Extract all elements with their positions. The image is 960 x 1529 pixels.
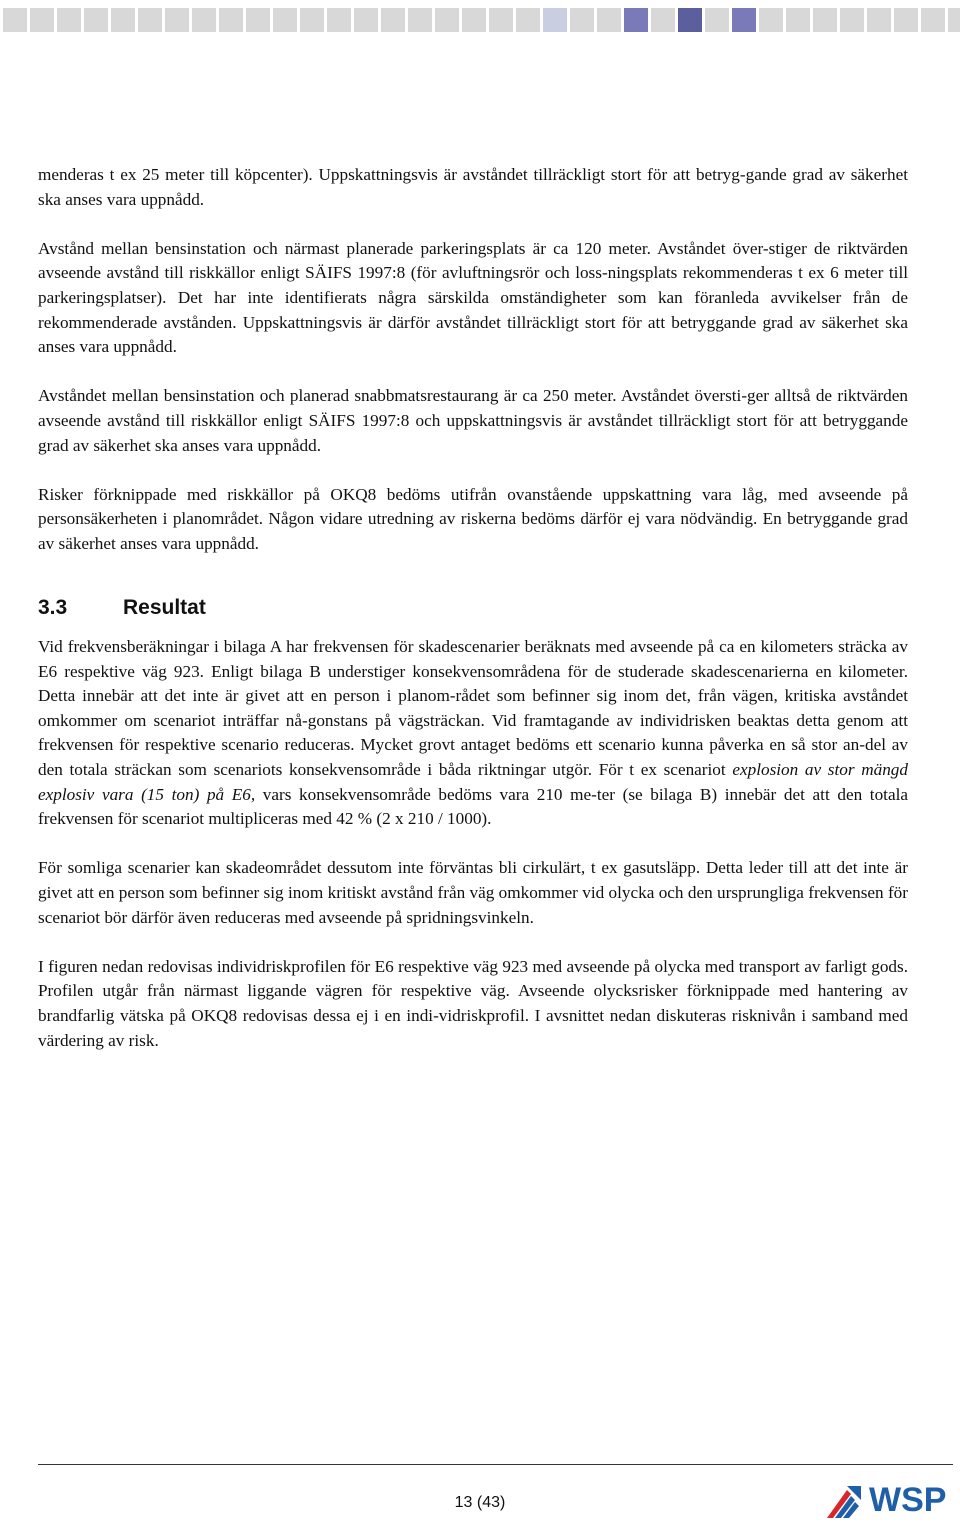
header-square — [759, 8, 783, 32]
header-square — [354, 8, 378, 32]
header-square — [381, 8, 405, 32]
paragraph: För somliga scenarier kan skadeområdet dessutom inte förväntas bli cirkulärt, t ex gasutsläpp. Detta leder till att det inte är givet att en person som befinner sig inom kritiskt avstånd från väg omkommer vid olycka och den ursprungliga frekvensen för scenariot bör därför även reduceras med avseende på spridningsvinkeln. — [38, 858, 908, 927]
header-square — [138, 8, 162, 32]
header-square — [192, 8, 216, 32]
header-square — [327, 8, 351, 32]
header-square — [246, 8, 270, 32]
section-title: Resultat — [123, 596, 206, 620]
header-square — [111, 8, 135, 32]
paragraph: Avstånd mellan bensinstation och närmast planerade parkeringsplats är ca 120 meter. Avståndet över-stiger de riktvärden avseende avstånd till riskkällor enligt SÄIFS 1997:8 (för avluftningsrör och loss-ningsplats rekommenderas t ex 6 meter till parkeringsplatser). Det har inte identifierats några särskilda omständigheter som kan föranleda avvikelser från de rekommenderade avstånden. Uppskattningsvis är därför avståndet tillräckligt stort för att betryggande grad av säkerhet ska anses vara uppnådd. — [38, 238, 908, 357]
header-square — [435, 8, 459, 32]
page-number: 13 (43) — [454, 1494, 506, 1511]
header-square — [948, 8, 960, 32]
paragraph: I figuren nedan redovisas individriskprofilen för E6 respektive väg 923 med avseende på olycka med transport av farligt gods. Profilen utgår från närmast liggande vägren för respektive väg. Avseende olycksrisker förknippade med hantering av brandfarlig vätska på OKQ8 redovisas dessa ej i en indi-vidriskprofil. I avsnittet nedan diskuteras risknivån i samband med värdering av risk. — [38, 956, 908, 1050]
document-body — [38, 163, 908, 1078]
wsp-logo — [825, 1478, 955, 1522]
header-square — [543, 8, 567, 32]
paragraph: menderas t ex 25 meter till köpcenter). Uppskattningsvis är avståndet tillräckligt stort för att betryg-gande grad av säkerhet ska anses vara uppnådd. — [38, 165, 908, 209]
header-square — [219, 8, 243, 32]
header-square — [651, 8, 675, 32]
header-square — [894, 8, 918, 32]
header-square — [462, 8, 486, 32]
paragraph-italic-text: explosion av stor mängd explosiv vara (15 ton) på E6 — [38, 760, 908, 804]
header-square — [408, 8, 432, 32]
header-square — [597, 8, 621, 32]
header-square — [84, 8, 108, 32]
header-square — [30, 8, 54, 32]
header-square — [300, 8, 324, 32]
paragraph: Risker förknippade med riskkällor på OKQ8 bedöms utifrån ovanstående uppskattning vara låg, med avseende på personsäkerheten i planområdet. Någon vidare utredning av riskerna bedöms därför ej vara nödvändig. En betryggande grad av säkerhet anses vara uppnådd. — [38, 484, 908, 553]
header-square — [786, 8, 810, 32]
header-band — [0, 0, 960, 40]
paragraph: Avståndet mellan bensinstation och planerad snabbmatsrestaurang är ca 250 meter. Avståndet översti-ger alltså de riktvärden avseende avstånd till riskkällor enligt SÄIFS 1997:8 och uppskattningsvis är avståndet tillräckligt stort för att betryggande grad av säkerhet ska anses vara uppnådd. — [38, 386, 908, 455]
footer-divider — [38, 1464, 953, 1465]
section-number: 3.3 — [38, 596, 68, 620]
header-square — [516, 8, 540, 32]
header-square — [624, 8, 648, 32]
header-square — [813, 8, 837, 32]
header-square — [165, 8, 189, 32]
header-square — [921, 8, 945, 32]
header-square — [273, 8, 297, 32]
header-square — [3, 8, 27, 32]
header-square — [840, 8, 864, 32]
wsp-logo-mark-icon — [825, 1480, 865, 1520]
header-square — [732, 8, 756, 32]
header-square — [489, 8, 513, 32]
header-square — [678, 8, 702, 32]
header-square — [705, 8, 729, 32]
paragraph-text: , vars konsekvensområde bedöms vara 210 me-ter (se bilaga B) innebär det att den totala frekvensen för scenariot multipliceras med 42 % (2 x 210 / 1000). — [38, 784, 908, 829]
section-heading — [38, 581, 908, 623]
header-square — [867, 8, 891, 32]
header-square — [57, 8, 81, 32]
header-square — [570, 8, 594, 32]
paragraph-text: Vid frekvensberäkningar i bilaga A har frekvensen för skadescenarier beräknats med avseende på ca en kilometers sträcka av E6 respektive väg 923. Enligt bilaga B understiger konsekvensområdena för de studerade skadescenarierna en kilometer. Detta innebär att det inte är givet att en person i planom-rådet som befinner sig inom det, från vägen, kritiska avståndet omkommer om scenariot inträffar nå-gonstans på vägsträckan. Vid framtagande av individrisken beaktas detta genom att frekvensen för respektive scenario reduceras. Mycket grovt antaget bedöms ett scenario kunna påverka en så stor an-del av den totala sträckan som scenariots konsekvensområde i båda riktningar utgör. För t ex scenariot — [38, 637, 908, 780]
paragraph — [38, 635, 908, 832]
wsp-logo-text: WSP — [869, 1481, 947, 1519]
